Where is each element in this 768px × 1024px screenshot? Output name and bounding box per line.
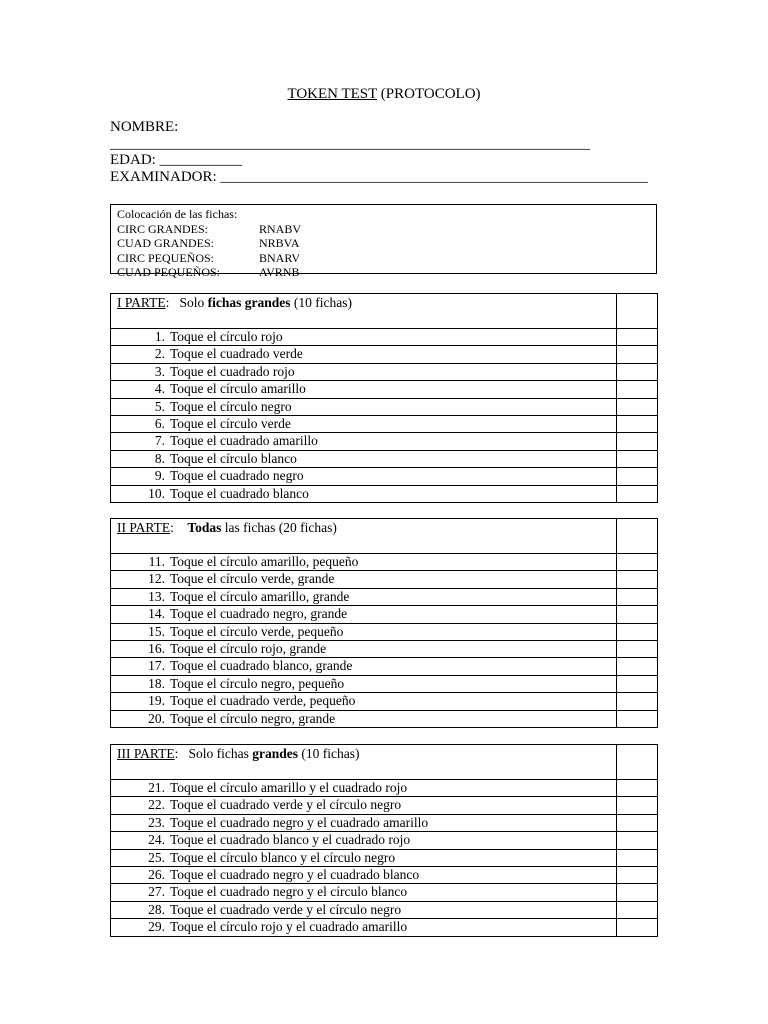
score-cell[interactable] (617, 346, 658, 363)
item-number: 20. (148, 710, 165, 726)
part-separator: : (170, 520, 188, 535)
item-number: 5. (154, 398, 165, 414)
item-number: 17. (148, 658, 165, 674)
test-item (111, 623, 617, 640)
item-instruction: Toque el círculo negro, grande (170, 710, 336, 726)
item-instruction: Toque el cuadrado negro y el cuadrado amarillo (170, 814, 429, 830)
test-item-row (111, 641, 658, 658)
nombre-blank-line: ________________________________________________________________ (110, 136, 590, 152)
item-instruction: Toque el círculo blanco (170, 450, 297, 466)
item-number: 12. (148, 571, 165, 587)
part-header-row (111, 745, 658, 780)
item-number: 4. (154, 381, 165, 397)
item-number: 13. (148, 588, 165, 604)
part-3-table (110, 744, 658, 937)
part-header-row (111, 294, 658, 329)
item-instruction: Toque el círculo verde, pequeño (170, 623, 344, 639)
test-item (111, 849, 617, 866)
test-item-row (111, 658, 658, 675)
item-number: 27. (148, 884, 165, 900)
test-item (111, 675, 617, 692)
score-cell[interactable] (617, 780, 658, 797)
score-cell[interactable] (617, 623, 658, 640)
item-instruction: Toque el círculo amarillo (170, 381, 306, 397)
test-item (111, 329, 617, 346)
item-number: 10. (148, 485, 165, 501)
test-item-row (111, 814, 658, 831)
item-number: 28. (148, 901, 165, 917)
edad-field: EDAD: ___________ (110, 152, 243, 168)
test-item (111, 433, 617, 450)
test-item-row (111, 433, 658, 450)
item-instruction: Toque el cuadrado negro (170, 468, 304, 484)
item-instruction: Toque el círculo verde (170, 416, 291, 432)
test-item (111, 780, 617, 797)
item-instruction: Toque el cuadrado verde y el círculo negro (170, 797, 402, 813)
score-cell[interactable] (617, 745, 658, 780)
score-cell[interactable] (617, 901, 658, 918)
score-cell[interactable] (617, 884, 658, 901)
item-instruction: Toque el círculo rojo, grande (170, 641, 327, 657)
placement-label: CIRC PEQUEÑOS: (117, 250, 215, 265)
item-number: 29. (148, 919, 165, 935)
item-instruction: Toque el cuadrado amarillo (170, 433, 318, 449)
part-desc-bold: Todas (187, 520, 222, 535)
item-instruction: Toque el cuadrado blanco y el cuadrado rojo (170, 832, 411, 848)
item-number: 7. (154, 433, 165, 449)
item-instruction: Toque el círculo amarillo, pequeño (170, 554, 359, 569)
item-instruction: Toque el círculo rojo y el cuadrado amarillo (170, 919, 408, 935)
test-item-row (111, 780, 658, 797)
score-cell[interactable] (617, 363, 658, 380)
item-instruction: Toque el cuadrado blanco, grande (170, 658, 353, 674)
test-item-row (111, 381, 658, 398)
score-cell[interactable] (617, 450, 658, 467)
placement-value: BNARV (259, 250, 301, 265)
item-instruction: Toque el círculo verde, grande (170, 571, 335, 587)
test-item (111, 814, 617, 831)
test-item (111, 416, 617, 433)
item-number: 24. (148, 832, 165, 848)
test-item (111, 884, 617, 901)
test-item-row (111, 450, 658, 467)
test-item-row (111, 867, 658, 884)
score-cell[interactable] (617, 797, 658, 814)
item-instruction: Toque el círculo negro (170, 398, 292, 414)
test-item-row (111, 554, 658, 571)
item-number: 18. (148, 675, 165, 691)
item-instruction: Toque el cuadrado verde, pequeño (170, 693, 356, 709)
score-cell[interactable] (617, 710, 658, 727)
test-item (111, 398, 617, 415)
placement-label: CUAD PEQUEÑOS: (117, 265, 221, 279)
score-cell[interactable] (617, 849, 658, 866)
test-item (111, 710, 617, 727)
score-cell[interactable] (617, 658, 658, 675)
score-cell[interactable] (617, 641, 658, 658)
test-item-row (111, 346, 658, 363)
test-item-row (111, 606, 658, 623)
nombre-field: NOMBRE: (110, 119, 179, 135)
score-cell[interactable] (617, 919, 658, 936)
item-number: 21. (148, 780, 165, 795)
item-instruction: Toque el círculo amarillo, grande (170, 588, 350, 604)
placement-label: CIRC GRANDES: (117, 221, 209, 236)
test-item-row (111, 901, 658, 918)
test-item (111, 571, 617, 588)
part-name: III PARTE (117, 746, 175, 761)
part-desc-bold: fichas grandes (207, 295, 291, 310)
test-item-row (111, 416, 658, 433)
test-item-row (111, 571, 658, 588)
test-item (111, 797, 617, 814)
part-desc-post: las fichas (20 fichas) (221, 520, 337, 535)
test-item-row (111, 485, 658, 502)
item-instruction: Toque el cuadrado blanco (170, 485, 309, 501)
test-item-row (111, 832, 658, 849)
placement-value: RNABV (259, 221, 302, 236)
test-item-row (111, 710, 658, 727)
score-cell[interactable] (617, 381, 658, 398)
item-number: 22. (148, 797, 165, 813)
part-name: II PARTE (117, 520, 171, 535)
test-item-row (111, 623, 658, 640)
test-item-row (111, 884, 658, 901)
placement-title: Colocación de las fichas: (117, 207, 238, 221)
score-cell[interactable] (617, 867, 658, 884)
test-item (111, 832, 617, 849)
test-item-row (111, 849, 658, 866)
item-instruction: Toque el círculo amarillo y el cuadrado rojo (170, 780, 408, 795)
score-cell[interactable] (617, 554, 658, 571)
part-separator: : (174, 746, 189, 761)
item-instruction: Toque el cuadrado verde y el círculo negro (170, 901, 402, 917)
placement-row (117, 236, 656, 251)
item-number: 2. (154, 346, 165, 362)
test-item-row (111, 693, 658, 710)
score-cell[interactable] (617, 433, 658, 450)
part-separator: : (165, 295, 180, 310)
score-cell[interactable] (617, 294, 658, 329)
item-number: 6. (154, 416, 165, 432)
test-item (111, 381, 617, 398)
part-name: I PARTE (117, 295, 166, 310)
test-item-row (111, 588, 658, 605)
test-item-row (111, 398, 658, 415)
item-number: 8. (154, 450, 165, 466)
score-cell[interactable] (617, 571, 658, 588)
item-instruction: Toque el cuadrado negro, grande (170, 606, 348, 622)
item-number: 1. (154, 329, 165, 344)
test-item (111, 485, 617, 502)
test-item (111, 588, 617, 605)
item-number: 9. (154, 468, 165, 484)
score-cell[interactable] (617, 588, 658, 605)
test-item (111, 346, 617, 363)
score-cell[interactable] (617, 832, 658, 849)
score-cell[interactable] (617, 485, 658, 502)
test-item (111, 468, 617, 485)
part-header-row (111, 519, 658, 554)
test-item (111, 658, 617, 675)
test-item-row (111, 468, 658, 485)
test-item-row (111, 797, 658, 814)
test-item (111, 641, 617, 658)
score-cell[interactable] (617, 329, 658, 346)
test-item (111, 606, 617, 623)
test-item (111, 554, 617, 571)
part-2-table (110, 518, 658, 728)
item-instruction: Toque el círculo blanco y el círculo negro (170, 849, 396, 865)
part-heading (111, 745, 617, 780)
test-item-row (111, 919, 658, 936)
test-item-row (111, 329, 658, 346)
title-underlined: TOKEN TEST (287, 86, 378, 102)
placement-box (110, 204, 657, 279)
score-cell[interactable] (617, 398, 658, 415)
placement-row (117, 265, 656, 280)
part-heading (111, 519, 617, 554)
test-item-row (111, 675, 658, 692)
test-item-row (111, 363, 658, 380)
item-instruction: Toque el cuadrado negro y el cuadrado blanco (170, 867, 420, 883)
item-instruction: Toque el cuadrado verde (170, 346, 303, 362)
item-number: 23. (148, 814, 165, 830)
item-instruction: Toque el círculo negro, pequeño (170, 675, 345, 691)
part-desc-pre: Solo (179, 295, 208, 310)
page-title (0, 86, 768, 103)
score-cell[interactable] (617, 814, 658, 831)
placement-row (117, 222, 656, 237)
test-item (111, 919, 617, 936)
test-item (111, 867, 617, 884)
item-number: 3. (154, 363, 165, 379)
item-number: 11. (148, 554, 165, 569)
placement-value: AVRNB (259, 265, 300, 279)
score-cell[interactable] (617, 519, 658, 554)
item-instruction: Toque el círculo rojo (170, 329, 283, 344)
test-item (111, 450, 617, 467)
score-cell[interactable] (617, 416, 658, 433)
item-number: 16. (148, 641, 165, 657)
placement-row (117, 251, 656, 266)
title-rest: (PROTOCOLO) (377, 86, 481, 102)
item-number: 15. (148, 623, 165, 639)
score-cell[interactable] (617, 468, 658, 485)
part-desc-post: (10 fichas) (290, 295, 352, 310)
item-number: 26. (148, 867, 165, 883)
placement-label: CUAD GRANDES: (117, 236, 215, 250)
part-desc-bold: grandes (252, 746, 298, 761)
score-cell[interactable] (617, 606, 658, 623)
part-desc-post: (10 fichas) (297, 746, 360, 761)
score-cell[interactable] (617, 675, 658, 692)
item-number: 25. (148, 849, 165, 865)
test-item (111, 901, 617, 918)
placement-value: NRBVA (259, 236, 300, 250)
item-number: 14. (148, 606, 165, 622)
item-number: 19. (148, 693, 165, 709)
item-instruction: Toque el cuadrado negro y el círculo blanco (170, 884, 408, 900)
examinador-field: EXAMINADOR: _________________________________________________________ (110, 169, 648, 185)
item-instruction: Toque el cuadrado rojo (170, 363, 295, 379)
test-item (111, 363, 617, 380)
part-heading (111, 294, 617, 329)
part-desc-pre: Solo fichas (188, 746, 253, 761)
test-item (111, 693, 617, 710)
part-1-table (110, 293, 658, 503)
score-cell[interactable] (617, 693, 658, 710)
